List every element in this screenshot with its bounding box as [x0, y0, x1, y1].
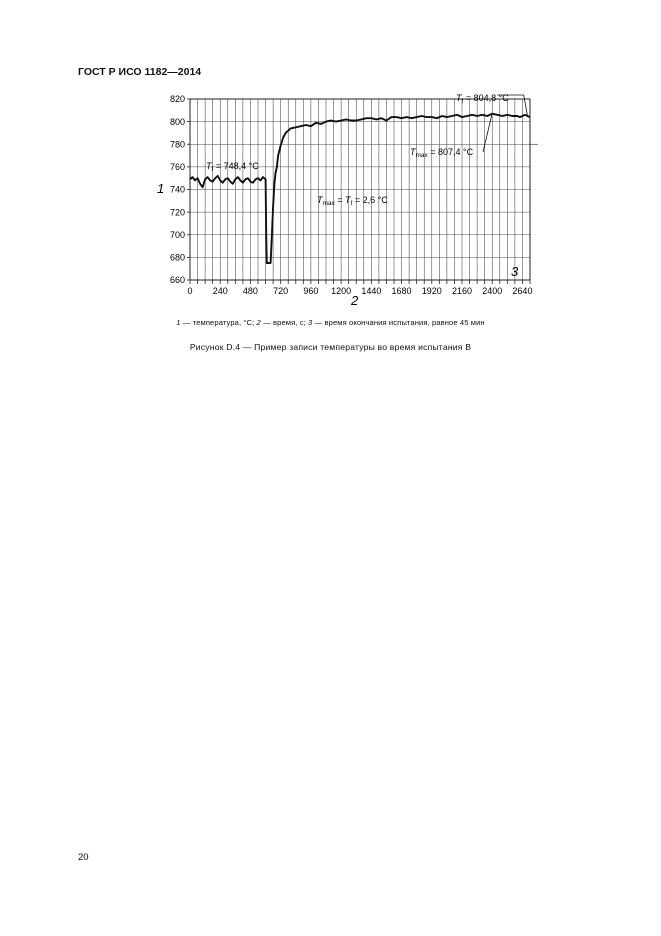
tmax-diff-symbol2: T [345, 195, 351, 205]
tmax-subscript: max [415, 152, 428, 159]
y-tick-label: 820 [169, 94, 185, 105]
y-tick-label: 800 [169, 116, 185, 127]
x-tick-label: 1920 [421, 286, 442, 296]
tf-start-subscript: f [211, 166, 214, 173]
x-tick-label: 1200 [331, 286, 352, 296]
x-tick-label: 480 [242, 286, 258, 296]
y-tick-label: 780 [169, 139, 185, 150]
x-tick-label: 240 [212, 286, 228, 296]
x-tick-label: 1440 [361, 286, 382, 296]
y-tick-label: 660 [169, 275, 185, 286]
annotation-tmax-diff [317, 195, 388, 207]
tmax-diff-subscript1: max [322, 200, 335, 207]
annotation-tmax [410, 147, 474, 159]
legend-key-3: 3 [308, 318, 313, 327]
tf-start-symbol: T [206, 161, 212, 171]
tf-end-symbol: T [456, 93, 462, 103]
annotation-tf-end [456, 93, 509, 105]
legend-text-1: — температура, °С; [180, 318, 257, 327]
y-tick-label: 700 [169, 229, 185, 240]
x-tick-label: 0 [187, 286, 193, 296]
y-ticks [170, 94, 190, 285]
x-tick-label: 720 [273, 286, 289, 296]
x-ticks [187, 280, 532, 296]
x-tick-label: 2160 [451, 286, 473, 296]
temperature-chart [0, 0, 661, 310]
grid-lines [190, 99, 530, 280]
figure-legend [0, 318, 661, 327]
y-tick-label: 720 [169, 207, 185, 218]
x-axis-label: 2 [351, 293, 359, 308]
legend-key-2: 2 [256, 318, 261, 327]
tmax-leader [483, 113, 492, 152]
x-tick-label: 2400 [482, 286, 503, 296]
figure-caption: Рисунок D.4 — Пример записи температуры во время испытания B [189, 342, 472, 352]
x-tick-label: 1680 [391, 286, 412, 296]
x-tick-label: 2640 [512, 286, 533, 296]
tmax-diff-subscript2: f [350, 200, 353, 207]
y-tick-label: 760 [169, 162, 185, 173]
y-axis-label: 1 [157, 181, 165, 196]
page-number: 20 [78, 852, 89, 863]
tmax-diff-symbol1: T [317, 195, 323, 205]
legend-text-3: — время окончания испытания, равное 45 мин [312, 318, 485, 327]
tf-end-leader-tip [524, 95, 528, 116]
x-tick-label: 960 [303, 286, 319, 296]
annotation-tf-start [206, 161, 259, 173]
legend-key-1: 1 [176, 318, 181, 327]
tf-end-value: = 804,8 °С [463, 93, 509, 103]
legend-text-2: — время, с; [260, 318, 309, 327]
document-header: ГОСТ Р ИСО 1182—2014 [78, 66, 202, 78]
end-marker-label: 3 [511, 264, 519, 279]
tmax-value: = 807,4 °С [427, 147, 474, 157]
y-tick-label: 740 [169, 184, 185, 195]
tmax-diff-mid: = [334, 195, 346, 205]
tf-end-subscript: f [461, 98, 464, 105]
temperature-series-line [190, 114, 530, 263]
y-tick-label: 680 [169, 252, 185, 263]
tf-start-value: = 748,4 °С [213, 161, 259, 171]
tmax-symbol: T [410, 147, 416, 157]
tmax-diff-value: = 2,6 °С [352, 195, 388, 205]
